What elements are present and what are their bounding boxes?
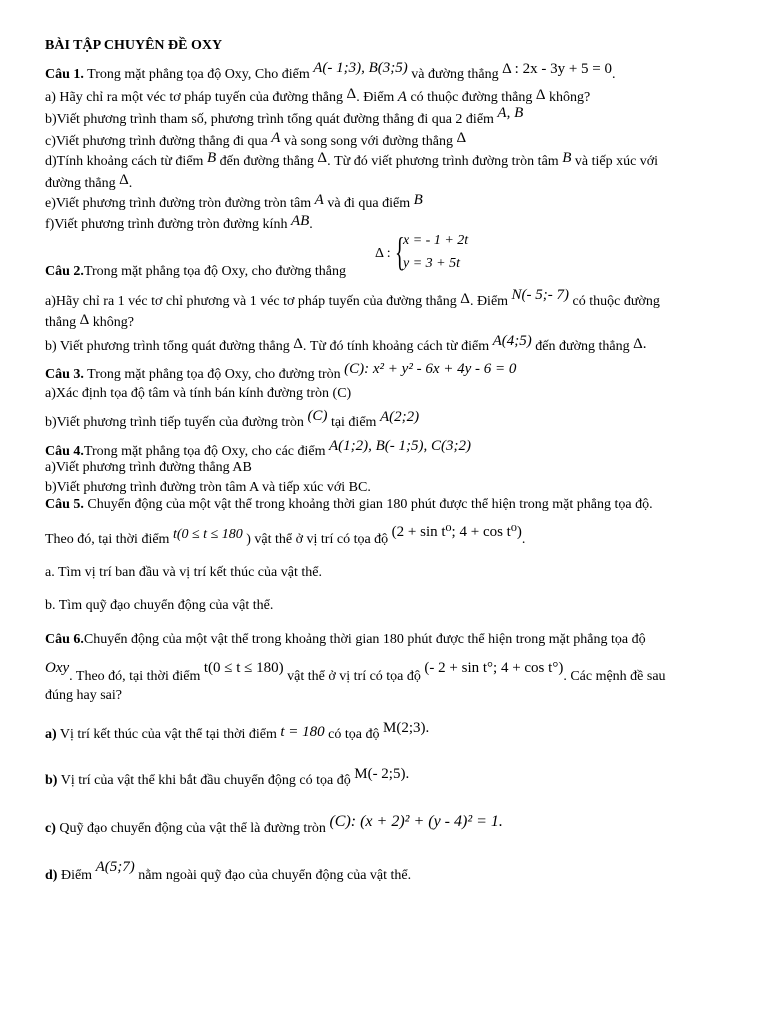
cau6-c <box>45 813 503 837</box>
cau2-a-text5: không? <box>92 315 134 330</box>
cau5-intro: Chuyển động của một vật thể trong khoảng thời gian 180 phút được thể hiện trong mặt phẳng tọa độ. <box>87 497 653 512</box>
cau6-coordinate: (- 2 + sin t°; 4 + cos t°) <box>424 660 564 676</box>
cau3-label: Câu 3. <box>45 367 84 382</box>
cau1-points: A(- 1;3), B(3;5) <box>313 60 408 76</box>
cau2-sys-brace: { <box>395 229 405 274</box>
cau1-intro-line: Câu 1. Trong mặt phẳng tọa độ Oxy, Cho điểm A(- 1;3), B(3;5) và đường thẳng Δ : 2x - 3y + 5 = 0. <box>45 60 616 82</box>
cau2-a-text3: có thuộc đường <box>572 294 660 309</box>
cau4-intro: Trong mặt phẳng tọa độ Oxy, cho các điểm <box>83 444 326 459</box>
cau5-coordinate: (2 + sin t⁰; 4 + cos t⁰) <box>391 524 522 540</box>
cau6-d-text2: nằm ngoài quỹ đạo của chuyển động của vật thể. <box>138 868 412 883</box>
cau3-b <box>45 408 420 431</box>
cau4-points: A(1;2), B(- 1;5), C(3;2) <box>329 438 472 454</box>
cau2-a-point: N(- 5;- 7) <box>511 287 570 303</box>
cau1-intro: Trong mặt phẳng tọa độ Oxy, Cho điểm <box>87 67 310 82</box>
cau6-intro: Chuyển động của một vật thể trong khoảng thời gian 180 phút được thể hiện trong mặt phẳng tọa độ <box>83 632 646 647</box>
cau1-f: f)Viết phương trình đường tròn đường kính AB. <box>45 213 313 232</box>
cau1-d-cont: đường thẳng Δ. <box>45 172 133 191</box>
cau6-l2-text: . Theo đó, tại thời điểm <box>69 669 201 684</box>
cau6-a-time: t = 180 <box>280 724 325 740</box>
cau6-line2 <box>45 660 666 685</box>
cau6-intro-line <box>45 632 646 648</box>
cau2-intro: Trong mặt phẳng tọa độ Oxy, cho đường thẳng <box>83 264 346 279</box>
cau6-d-point: A(5;7) <box>95 859 135 875</box>
cau2-b-text3: đến đường thẳng <box>535 339 630 354</box>
cau6-b-label: b) <box>45 773 58 788</box>
cau1-f-segment: AB <box>290 213 310 229</box>
cau2-a-cont <box>45 314 134 331</box>
cau3-b-text: b)Viết phương trình tiếp tuyến của đường tròn <box>45 415 304 430</box>
cau6-line3: đúng hay sai? <box>45 688 122 703</box>
cau5-intro-line <box>45 497 653 513</box>
cau6-c-text: Quỹ đạo chuyển động của vật thể là đường tròn <box>59 821 326 836</box>
cau1-a-text2: . Điểm <box>356 90 395 105</box>
cau2-b-delta2: Δ. <box>633 336 647 352</box>
cau1-d-point2: B <box>562 150 572 166</box>
cau2-label: Câu 2. <box>45 264 84 279</box>
cau2-b-text2: . Từ đó tính khoảng cách từ điểm <box>302 339 490 354</box>
cau1-line-eq: Δ : 2x - 3y + 5 = 0 <box>502 61 612 77</box>
cau2-sys-eq1: x = - 1 + 2t <box>403 233 469 248</box>
cau6-l2-text2: vật thể ở vị trí có tọa độ <box>287 669 421 684</box>
cau1-d-text5: đường thẳng <box>45 176 116 191</box>
cau1-d-delta2: Δ <box>119 172 129 188</box>
cau6-b-text: Vị trí của vật thể khi bắt đầu chuyển động có tọa độ <box>60 773 351 788</box>
cau6-a-text2: có tọa độ <box>328 727 380 742</box>
cau6-d <box>45 859 412 884</box>
cau2-sys-delta: Δ : <box>375 246 391 261</box>
cau6-a-label: a) <box>45 727 57 742</box>
cau6-c-label: c) <box>45 821 56 836</box>
cau1-c-delta: Δ <box>456 130 467 146</box>
cau1-f-text: f)Viết phương trình đường tròn đường kính <box>45 217 288 232</box>
cau6-a-point: M(2;3). <box>383 720 430 736</box>
cau3-intro: Trong mặt phẳng tọa độ Oxy, cho đường tròn <box>87 367 341 382</box>
cau1-a-delta2: Δ <box>535 87 546 103</box>
cau1-c-point: A <box>271 130 281 146</box>
cau2-b <box>45 333 647 355</box>
cau1-a <box>45 86 591 106</box>
cau1-d <box>45 150 659 170</box>
cau1-c <box>45 130 467 150</box>
cau2-b-point: A(4;5) <box>492 333 532 349</box>
cau6-time-range: t(0 ≤ t ≤ 180) <box>203 660 284 676</box>
cau1-e-text: e)Viết phương trình đường tròn đường tròn tâm <box>45 196 312 211</box>
cau6-a-text: Vị trí kết thúc của vật thể tại thời điểm <box>59 727 277 742</box>
cau2-a-text4: thẳng <box>45 315 77 330</box>
cau5-time-range: t(0 ≤ t ≤ 180 <box>172 527 243 542</box>
cau2-b-text: b) Viết phương trình tổng quát đường thẳng <box>45 339 290 354</box>
cau2-a <box>45 287 660 310</box>
cau5-a: a. Tìm vị trí ban đầu và vị trí kết thúc của vật thể. <box>45 565 322 580</box>
cau1-label: Câu 1. <box>45 67 84 82</box>
cau6-l2-text3: . Các mệnh đề sau <box>563 669 666 684</box>
cau1-e-point: A <box>314 192 324 208</box>
cau3-a: a)Xác định tọa độ tâm và tính bán kính đường tròn (C) <box>45 386 352 401</box>
cau1-a-text: a) Hãy chỉ ra một véc tơ pháp tuyến của đường thẳng <box>45 90 344 105</box>
cau4-a: a)Viết phương trình đường thẳng AB <box>45 460 252 475</box>
cau2-param-system <box>375 229 485 276</box>
cau2-sys-eq2: y = 3 + 5t <box>403 256 460 271</box>
cau2-b-delta: Δ <box>293 336 303 352</box>
cau1-d-text4: và tiếp xúc với <box>574 154 659 169</box>
cau1-e-text2: và đi qua điểm <box>327 196 411 211</box>
cau2-a-delta: Δ <box>460 291 470 307</box>
cau1-d-text3: . Từ đó viết phương trình đường tròn tâm <box>327 154 559 169</box>
cau3-b-point: A(2;2) <box>379 409 420 425</box>
page-title: BÀI TẬP CHUYÊN ĐỀ OXY <box>45 38 223 53</box>
cau1-d-text2: đến đường thẳng <box>219 154 314 169</box>
cau1-e-point2: B <box>413 192 423 208</box>
cau3-circle-eq: (C): x² + y² - 6x + 4y - 6 = 0 <box>344 361 517 377</box>
cau1-b-text: b)Viết phương trình tham số, phương trình tổng quát đường thẳng đi qua 2 điểm <box>45 112 494 127</box>
cau5-l2-text: Theo đó, tại thời điểm <box>45 532 170 547</box>
cau1-a-delta: Δ <box>346 86 357 102</box>
cau1-a-text4: không? <box>549 90 591 105</box>
cau5-line2: Theo đó, tại thời điểm t(0 ≤ t ≤ 180 ) vật thể ở vị trí có tọa độ (2 + sin t⁰; 4 + cos t⁰). <box>45 524 526 547</box>
cau6-b-point: M(- 2;5). <box>354 766 410 782</box>
cau1-c-text: c)Viết phương trình đường thẳng đi qua <box>45 134 268 149</box>
cau1-e <box>45 192 423 212</box>
cau6-d-label: d) <box>45 868 58 883</box>
cau5-l2-text2: ) vật thể ở vị trí có tọa độ <box>246 532 389 547</box>
cau3-intro-line <box>45 361 517 383</box>
cau1-d-delta: Δ <box>317 150 328 166</box>
cau5-label: Câu 5. <box>45 497 84 512</box>
cau1-d-point: B <box>206 150 217 166</box>
cau6-c-equation: (C): (x + 2)² + (y - 4)² = 1. <box>329 813 503 830</box>
cau1-b-points: A, B <box>497 105 524 121</box>
cau6-d-text: Điểm <box>60 868 93 883</box>
cau1-a-text3: có thuộc đường thẳng <box>410 90 533 105</box>
cau3-b-circle: (C) <box>307 408 328 424</box>
cau2-a-text: a)Hãy chỉ ra 1 véc tơ chỉ phương và 1 véc tơ pháp tuyến của đường thẳng <box>45 294 457 309</box>
cau4-label: Câu 4. <box>45 444 84 459</box>
cau6-oxy: Oxy <box>45 660 70 676</box>
cau2-a-text2: . Điểm <box>469 294 509 309</box>
cau1-mid: và đường thẳng <box>411 67 499 82</box>
cau4-b: b)Viết phương trình đường tròn tâm A và tiếp xúc với BC. <box>45 480 371 495</box>
cau6-b <box>45 766 410 789</box>
cau5-b: b. Tìm quỹ đạo chuyển động của vật thể. <box>45 598 274 613</box>
cau1-c-text2: và song song với đường thẳng <box>283 134 453 149</box>
cau4-intro-line <box>45 438 472 460</box>
cau2-a-delta2: Δ <box>79 312 90 328</box>
cau6-a <box>45 720 430 743</box>
cau2-intro-line <box>45 264 346 280</box>
cau6-label: Câu 6. <box>45 632 84 647</box>
cau1-a-point: A <box>397 89 407 105</box>
cau1-b <box>45 105 524 128</box>
cau1-d-text: d)Tính khoảng cách từ điểm <box>45 154 204 169</box>
cau3-b-text2: tại điểm <box>330 415 377 430</box>
